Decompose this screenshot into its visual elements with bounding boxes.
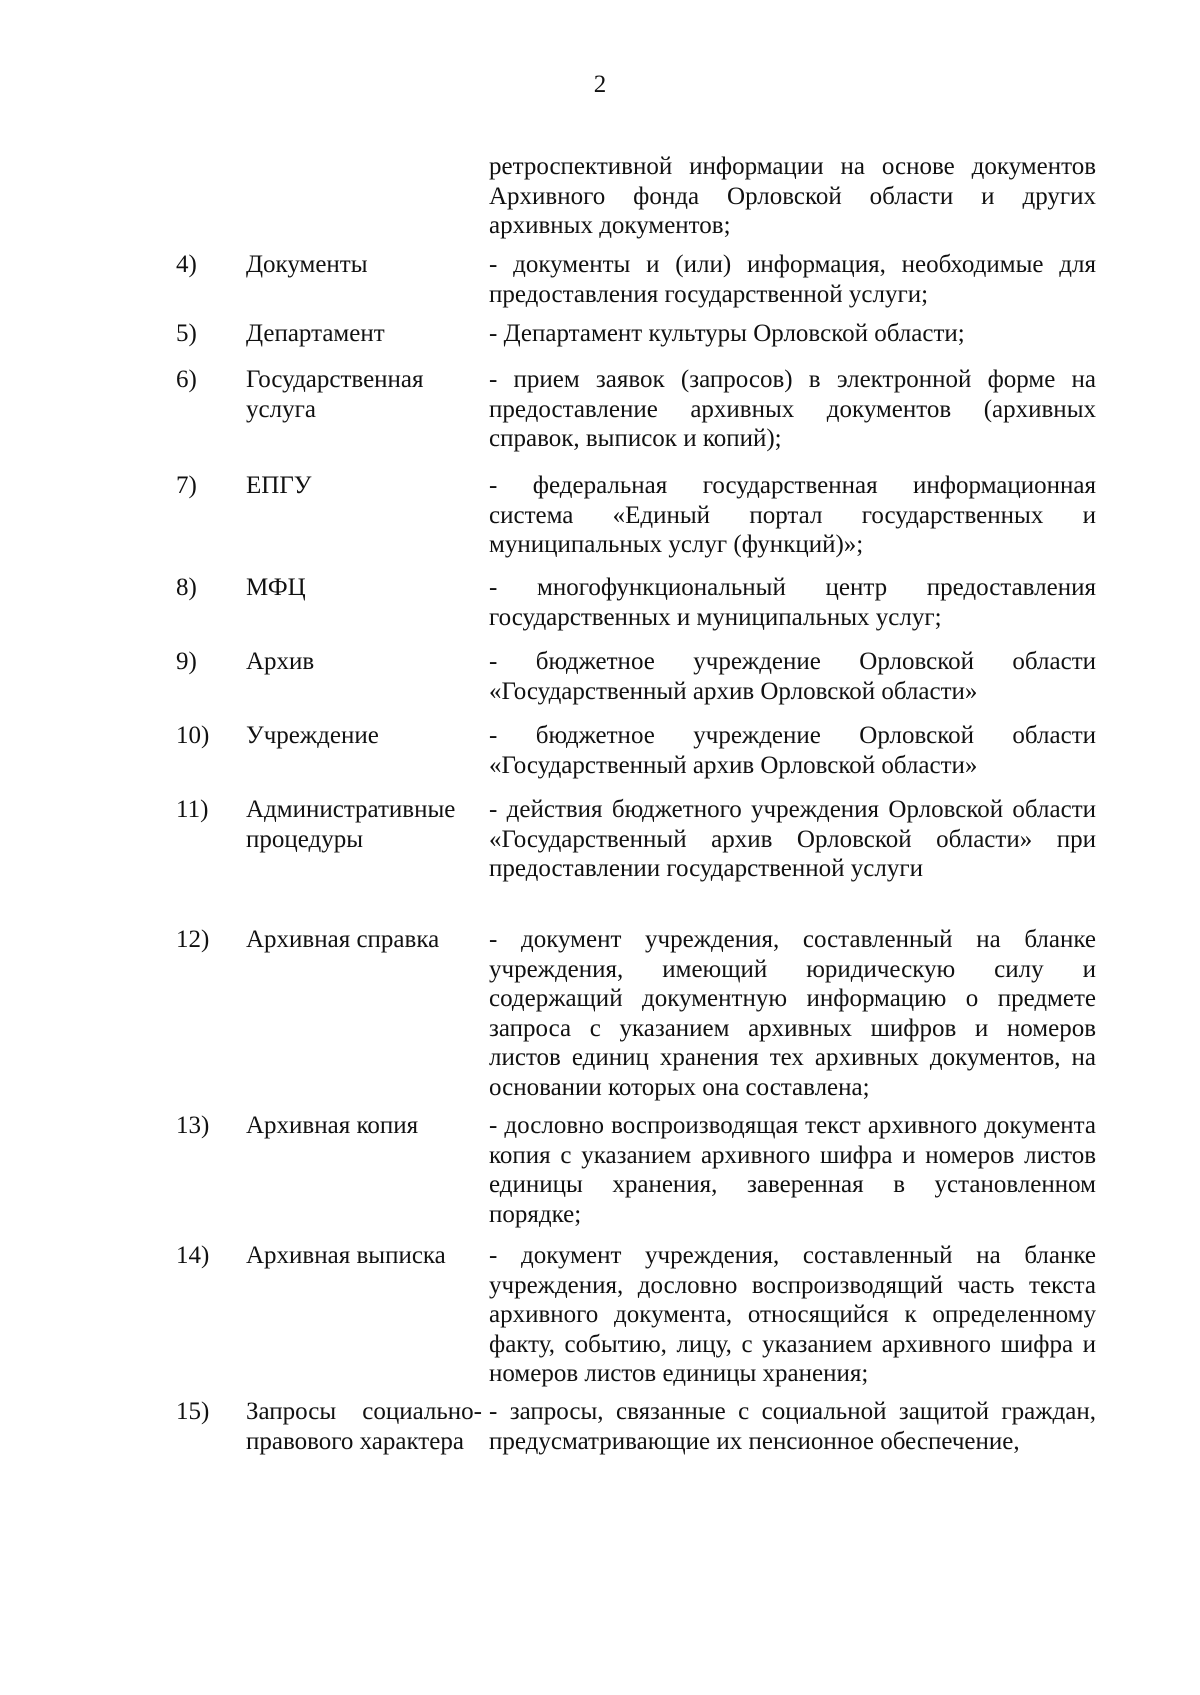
entry-number: 10) (176, 722, 210, 749)
definition-entry (0, 471, 1200, 560)
entry-number: 13) (176, 1112, 210, 1139)
definition-entry (0, 647, 1200, 706)
entry-number: 9) (176, 648, 197, 675)
page-number: 2 (593, 71, 607, 98)
definition-entry (0, 925, 1200, 1102)
entry-number: 15) (176, 1398, 210, 1425)
definition-entry (0, 573, 1200, 632)
entry-term: Учреждение (246, 722, 379, 749)
entry-term: Государственная услуга (246, 366, 424, 423)
entry-term: Архивная выписка (246, 1242, 446, 1269)
entry-number: 6) (176, 366, 197, 393)
entry-definition: - федеральная государственная информационная система «Единый портал государственных и муниципальных услуг (функций)»; (489, 472, 1096, 558)
entry-definition: - действия бюджетного учреждения Орловской области «Государственный архив Орловской области» при предоставлении государственной услуги (489, 796, 1096, 882)
entry-term: Архивная копия (246, 1112, 419, 1139)
definition-entry (0, 721, 1200, 780)
entry-number: 11) (176, 796, 209, 823)
entry-term: Департамент (246, 320, 385, 347)
entry-definition: - дословно воспроизводящая текст архивного документа копия с указанием архивного шифра и номеров листов единицы хранения, заверенная в установленном порядке; (489, 1112, 1096, 1228)
entry-term: ЕПГУ (246, 472, 312, 499)
entry-definition: - документ учреждения, составленный на бланке учреждения, имеющий юридическую силу и содержащий документную информацию о предмете запроса с указанием архивных шифров и номеров листов единиц хранения тех архивных документов, на основании которых она составлена; (489, 926, 1096, 1101)
entry-term: Документы (246, 251, 368, 278)
definition-entry (0, 795, 1200, 884)
entry-definition: - запросы, связанные с социальной защитой граждан, предусматривающие их пенсионное обеспечение, (489, 1398, 1096, 1455)
entry-number: 12) (176, 926, 210, 953)
entry-number: 8) (176, 574, 197, 601)
entry-definition: - документ учреждения, составленный на бланке учреждения, дословно воспроизводящий часть текста архивного документа, относящийся к определенному факту, событию, лицу, с указанием архивного шифра и номеров листов единицы хранения; (489, 1242, 1096, 1387)
entry-definition: - документы и (или) информация, необходимые для предоставления государственной услуги; (489, 251, 1096, 308)
definition-entry (0, 1241, 1200, 1389)
entry-term: Архивная справка (246, 926, 440, 953)
entry-definition: - Департамент культуры Орловской области; (489, 320, 965, 347)
definition-entry (0, 365, 1200, 454)
continuation-text: ретроспективной информации на основе документов Архивного фонда Орловской области и других архивных документов; (489, 153, 1096, 239)
entry-term: Административные процедуры (246, 796, 456, 853)
definition-entry (0, 250, 1200, 309)
entry-definition: - прием заявок (запросов) в электронной форме на предоставление архивных документов (архивных справок, выписок и копий); (489, 366, 1096, 452)
entry-number: 4) (176, 251, 197, 278)
entry-definition: - многофункциональный центр предоставления государственных и муниципальных услуг; (489, 574, 1096, 631)
entry-term: Запросы социально-правового характера (246, 1398, 482, 1455)
entry-definition: - бюджетное учреждение Орловской области «Государственный архив Орловской области» (489, 648, 1096, 705)
definition-entry (0, 1111, 1200, 1229)
definition-entry (0, 1397, 1200, 1456)
definition-entry (0, 319, 1200, 349)
entry-term: МФЦ (246, 574, 306, 601)
entry-definition: - бюджетное учреждение Орловской области «Государственный архив Орловской области» (489, 722, 1096, 779)
entry-number: 14) (176, 1242, 210, 1269)
entry-term: Архив (246, 648, 315, 675)
entry-number: 7) (176, 472, 197, 499)
entry-number: 5) (176, 320, 197, 347)
